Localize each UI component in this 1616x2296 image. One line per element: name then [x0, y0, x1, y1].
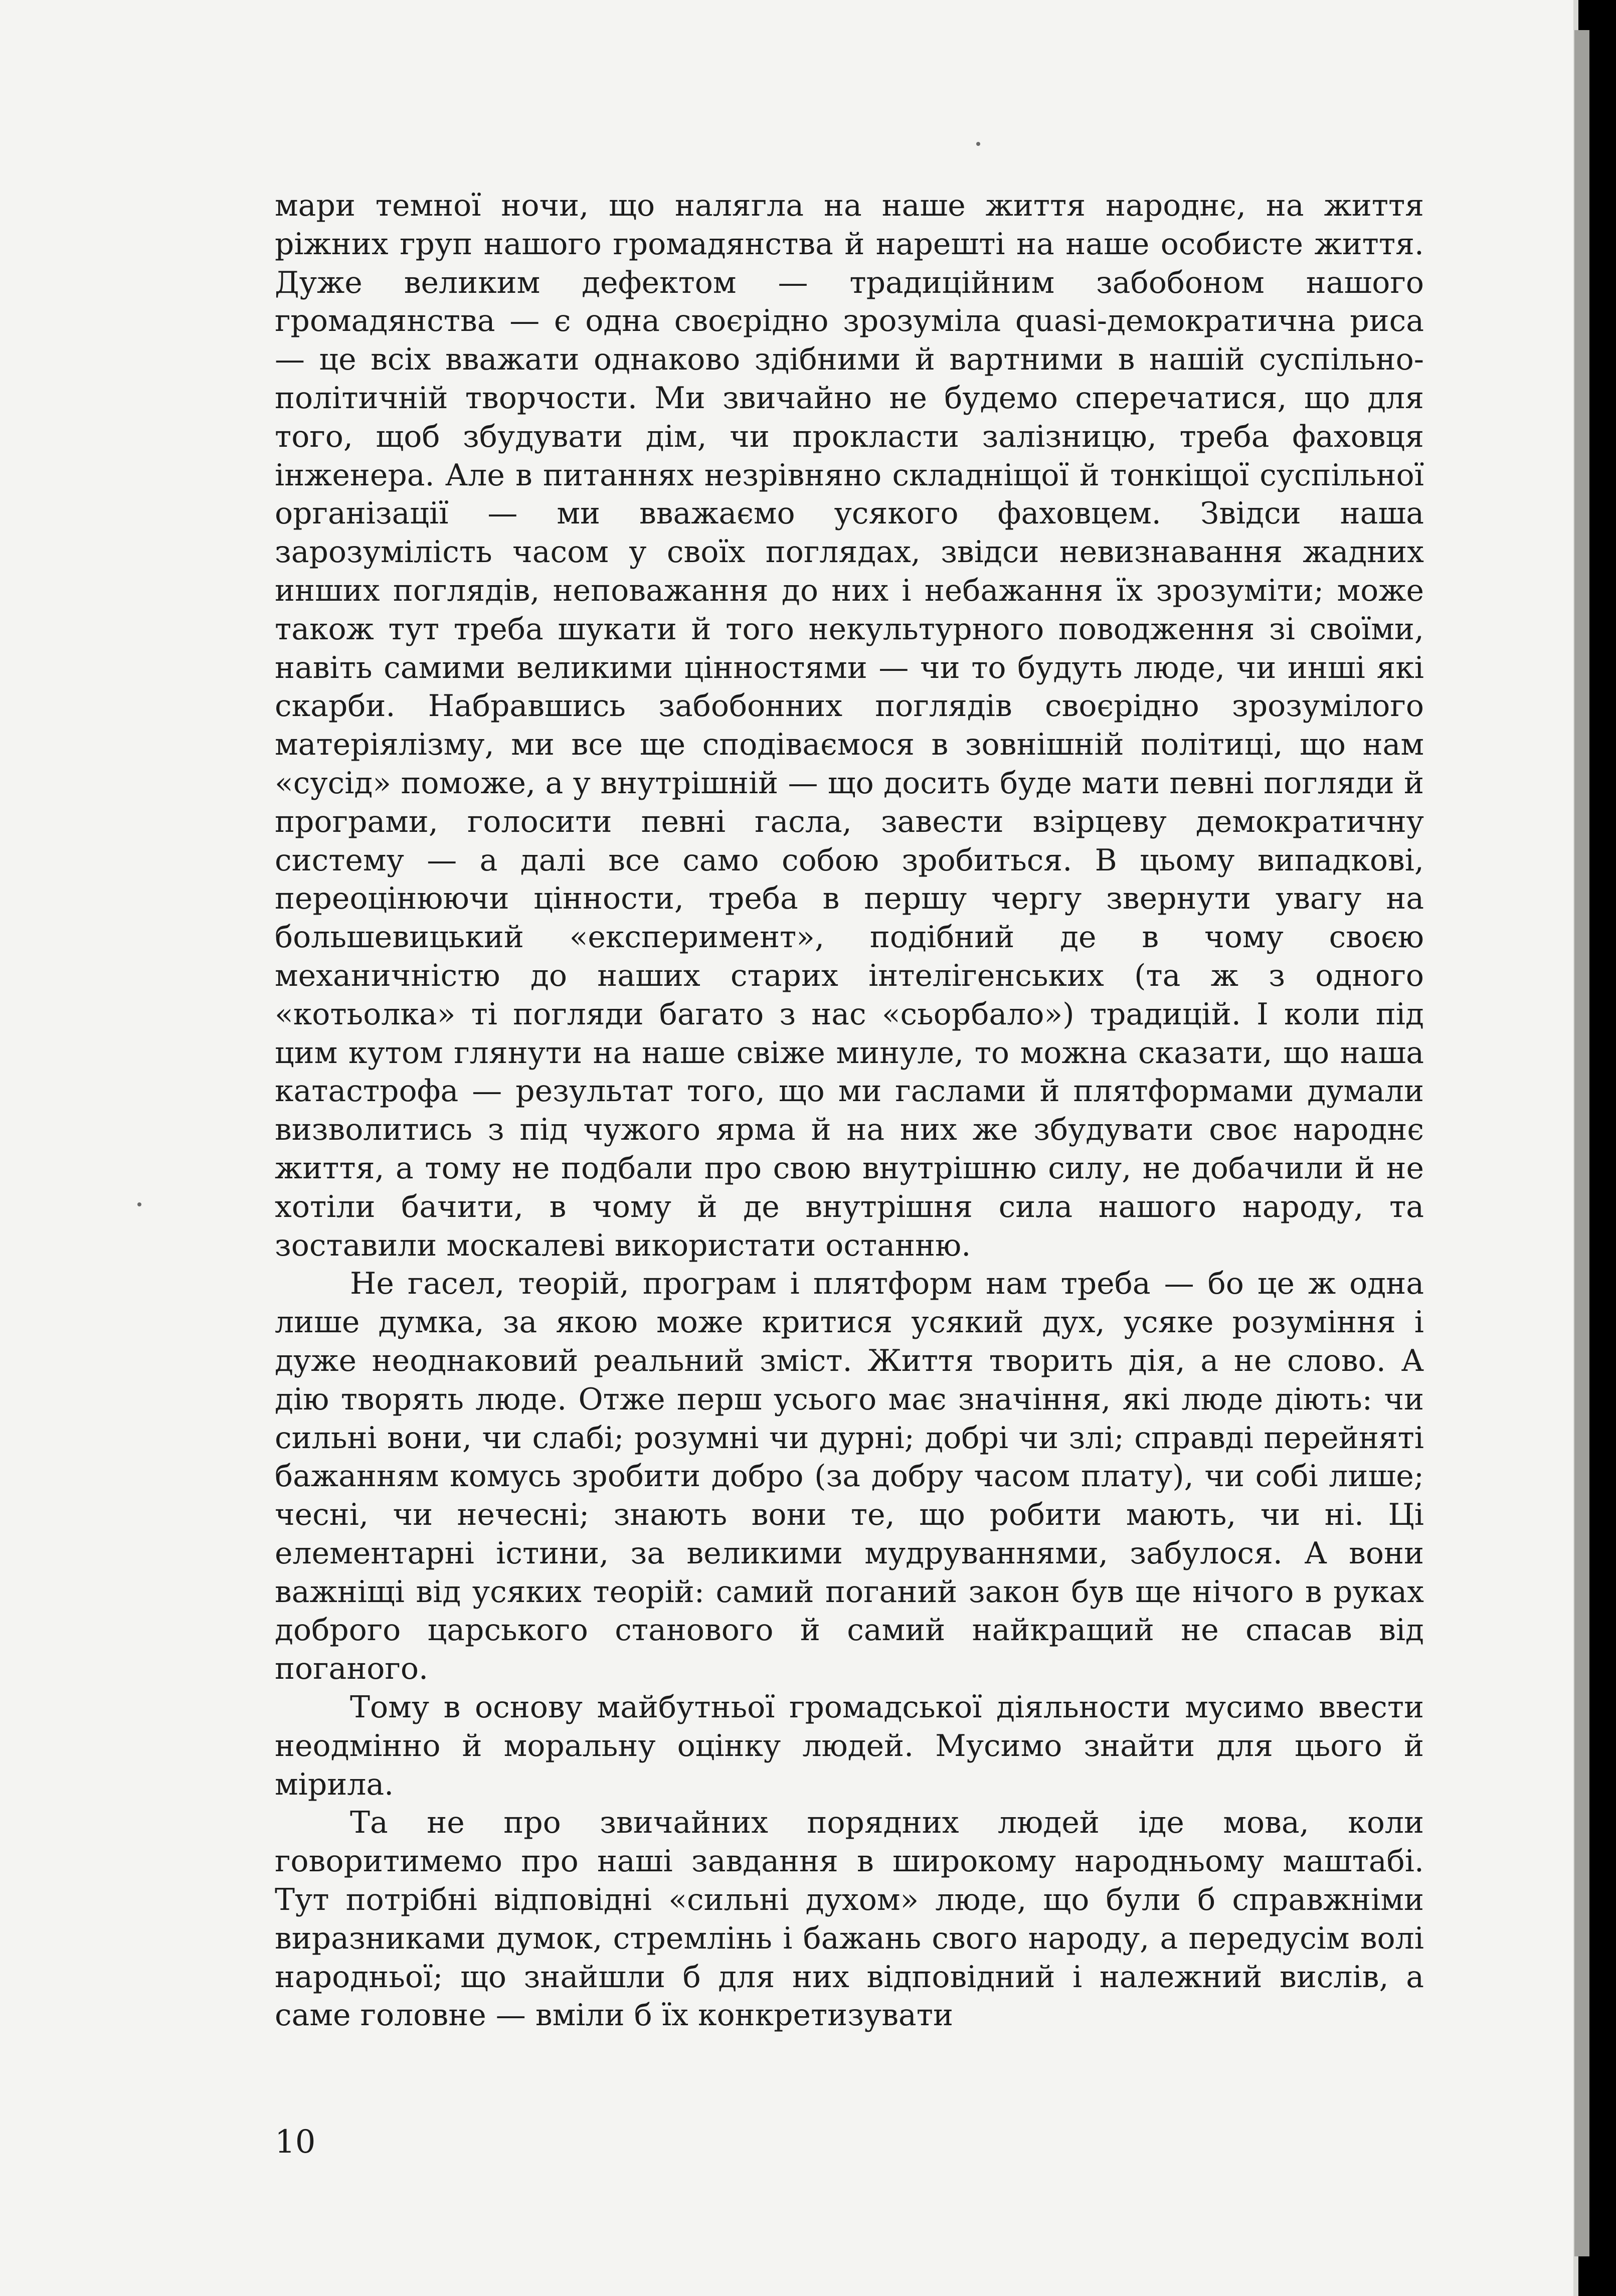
body-text — [275, 187, 1424, 2035]
paragraph-3: Тому в основу майбутньої громадської діяльности мусимо ввести неодмінно й моральну оцінку людей. Мусимо знайти для цього й мірила. — [275, 1690, 1424, 1802]
paper-speck — [976, 142, 980, 146]
page-edge — [1574, 30, 1589, 2256]
paragraph-1: мари темної ночи, що налягла на наше життя народнє, на життя ріжних груп нашого громадянства й нарешті на наше особисте життя. Дуже великим дефектом — традиційним забобоном нашого громадянства — є одна своєрідно зрозуміла quasi-демократична риса — це всіх вважати однаково здібними й вартними в нашій суспільно-політичній творчости. Ми звичайно не будемо сперечатися, що для того, щоб збудувати дім, чи прокласти залізницю, треба фаховця інженера. Але в питаннях незрівняно складніщої й тонкіщої суспільної організації — ми вважаємо усякого фаховцем. Звідси наша зарозумілість часом у своїх поглядах, звідси невизнавання жадних инших поглядів, неповажання до них і небажання їх зрозуміти; може також тут треба шукати й того некультурного поводження зі своїми, навіть самими великими цінностями — чи то будуть люде, чи инші які скарби. Набравшись забобонних поглядів своєрідно зрозумілого матеріялізму, ми все ще сподіваємося в зовнішній політиці, що нам «сусід» поможе, а у внутрішній — що досить буде мати певні погляди й програми, голосити певні гасла, завести взірцеву демократичну систему — а далі все само собою зробиться. В цьому випадкові, переоцінюючи цінности, треба в першу чергу звернути увагу на большевицький «експеримент», подібний де в чому своєю механичністю до наших старих інтелігенських (та ж з одного «котьолка» ті погляди багато з нас «сьорбало») традицій. І коли під цим кутом глянути на наше свіже минуле, то можна сказати, що наша катастрофа — результат того, що ми гаслами й плятформами думали визволитись з під чужого ярма й на них же збудувати своє народнє життя, а тому не подбали про свою внутрішню силу, не добачили й не хотіли бачити, в чому й де внутрішня сила нашого народу, та зоставили москалеві використати останню. — [275, 188, 1424, 1263]
paragraph-4: Та не про звичайних порядних людей іде мова, коли говоритимемо про наші завдання в широкому народньому маштабі. Тут потрібні відповідні «сильні духом» люде, що були б справжніми виразниками думок, стремлінь і бажань свого народу, а передусім волі народньої; що знайшли б для них відповідний і належний вислів, а саме головне — вміли б їх конкретизувати — [275, 1805, 1424, 2033]
page-number: 10 — [275, 2124, 316, 2161]
paragraph-2: Не гасел, теорій, програм і плятформ нам треба — бо це ж одна лише думка, за якою може критися усякий дух, усяке розуміння і дуже неоднаковий реальний зміст. Життя творить дія, а не слово. А дію творять люде. Отже перш усього має значіння, які люде діють: чи сильні вони, чи слабі; розумні чи дурні; добрі чи злі; справді перейняті бажанням комусь зробити добро (за добру часом плату), чи собі лише; чесні, чи нечесні; знають вони те, що робити мають, чи ні. Ці елементарні істини, за великими мудруваннями, забулося. А вони важніщі від усяких теорій: самий поганий закон був ще нічого в руках доброго царського станового й самий найкращий не спасав від поганого. — [275, 1266, 1424, 1687]
paper-speck — [137, 1202, 141, 1206]
